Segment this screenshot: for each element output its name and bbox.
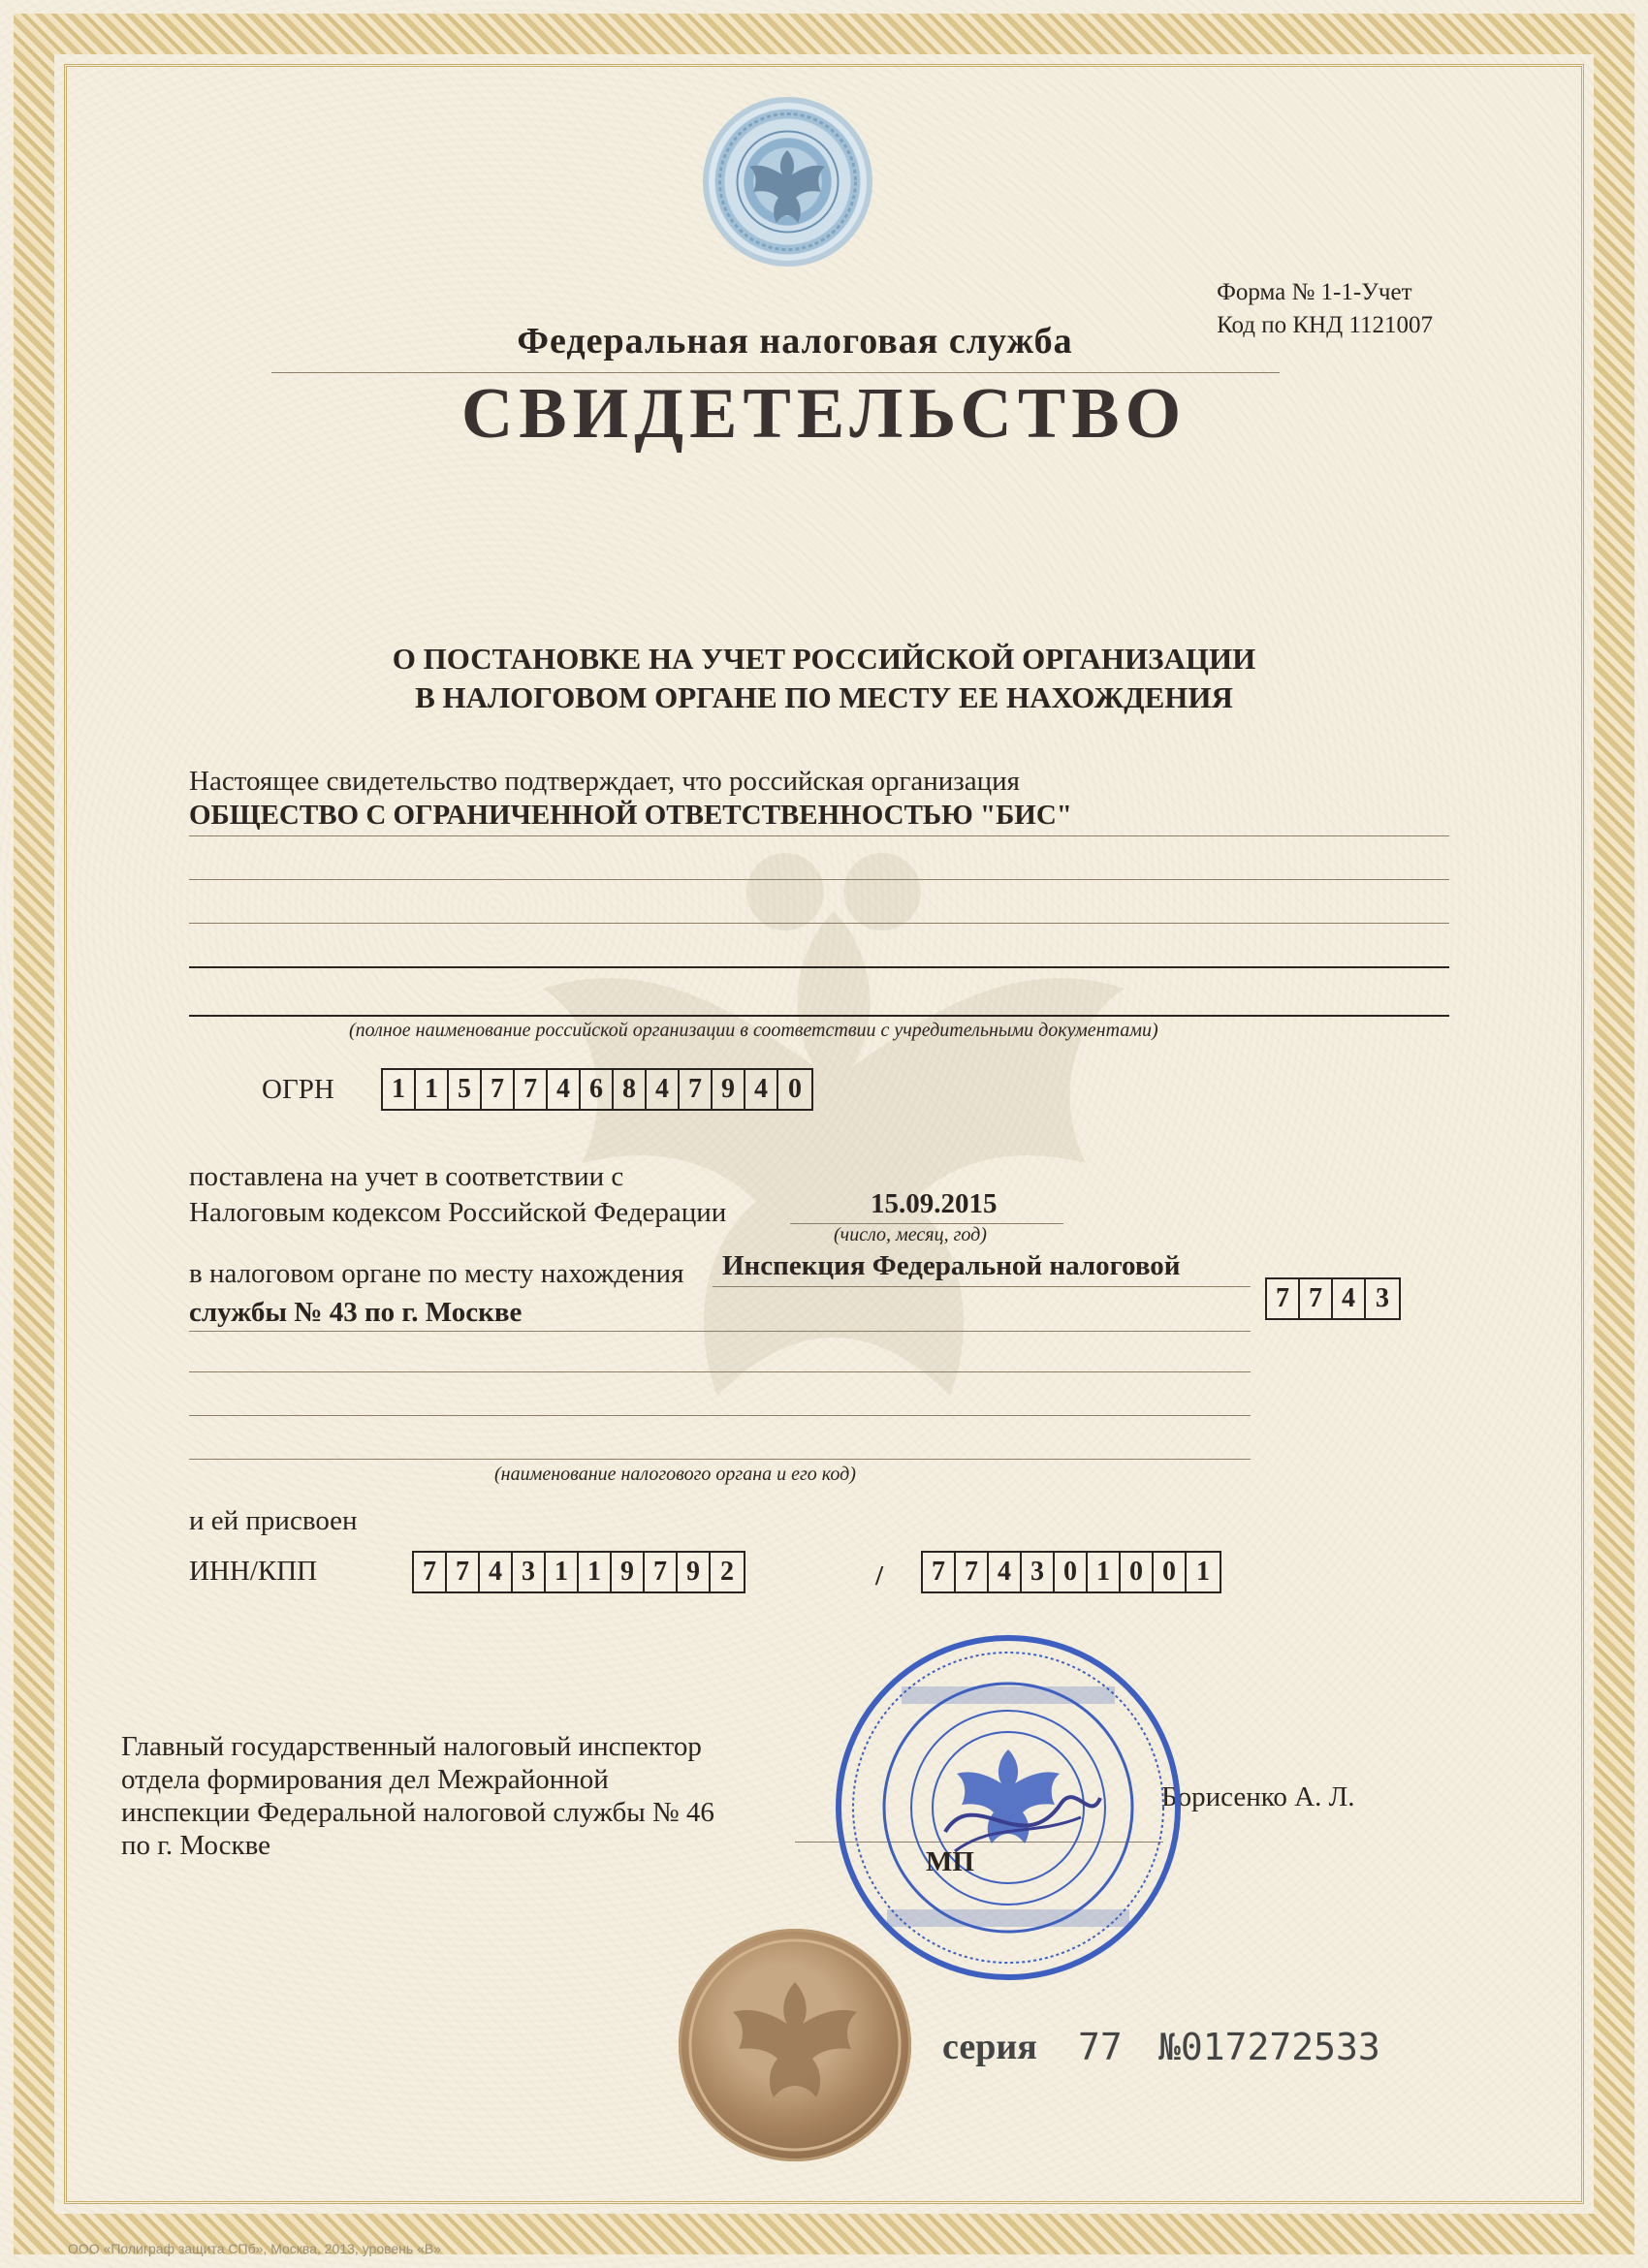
kpp-digit: 0: [1055, 1553, 1088, 1591]
authority-underline-1: [713, 1286, 1251, 1287]
org-line-3: [189, 923, 1449, 924]
series-label: серия: [942, 2027, 1037, 2067]
inn-kpp-label: ИНН/КПП: [189, 1556, 318, 1587]
position-line-3: инспекции Федеральной налоговой службы № 46: [121, 1797, 714, 1828]
kpp-digit: 1: [1196, 1557, 1210, 1587]
inn-digit-boxes: [412, 1551, 745, 1593]
registration-date: 15.09.2015: [871, 1188, 998, 1219]
ogrn-digit: 9: [713, 1070, 745, 1109]
ogrn-digit: 7: [515, 1070, 548, 1109]
org-line-4: [189, 966, 1449, 968]
authority-code-digit: 4: [1333, 1279, 1366, 1318]
authority-code-boxes: [1265, 1277, 1401, 1320]
position-line-2: отдела формирования дел Межрайонной: [121, 1764, 609, 1795]
kpp-digit: 3: [1022, 1553, 1055, 1591]
position-line-4: по г. Москве: [121, 1830, 271, 1861]
ogrn-digit: 7: [482, 1070, 515, 1109]
organization-name: ОБЩЕСТВО С ОГРАНИЧЕННОЙ ОТВЕТСТВЕННОСТЬЮ "БИС": [189, 800, 1072, 831]
subtitle-line-1: О ПОСТАНОВКЕ НА УЧЕТ РОССИЙСКОЙ ОРГАНИЗАЦИИ: [392, 642, 1256, 676]
authority-code-digit: 3: [1376, 1283, 1389, 1313]
signatory-position: [121, 1730, 714, 1862]
inn-digit: 9: [678, 1553, 711, 1591]
authority-line-4: [189, 1415, 1251, 1416]
authority-underline-2: [189, 1331, 1251, 1332]
kpp-digit: 7: [956, 1553, 989, 1591]
inn-digit: 2: [720, 1557, 734, 1587]
mp-mark: МП: [926, 1846, 974, 1877]
ogrn-digit: 1: [383, 1070, 416, 1109]
authority-line-5: [189, 1459, 1251, 1460]
printer-imprint: ООО «Полиграф защита СПб», Москва, 2013, уровень «В»: [68, 2241, 441, 2256]
form-code-block: [1217, 276, 1433, 342]
ogrn-digit: 4: [548, 1070, 581, 1109]
inn-digit: 1: [546, 1553, 579, 1591]
knd-code: Код по КНД 1121007: [1217, 312, 1433, 338]
ogrn-digit: 4: [647, 1070, 680, 1109]
authority-intro: в налоговом органе по месту нахождения: [189, 1258, 684, 1289]
ogrn-digit: 7: [680, 1070, 713, 1109]
ogrn-digit-boxes: [381, 1068, 813, 1111]
authority-code-digit: 7: [1300, 1279, 1333, 1318]
inn-digit: 3: [513, 1553, 546, 1591]
date-caption: (число, месяц, год): [834, 1224, 987, 1245]
certificate-number: №017272533: [1158, 2026, 1380, 2068]
kpp-digit: 7: [923, 1553, 956, 1591]
org-line-1: [189, 835, 1449, 836]
position-line-1: Главный государственный налоговый инспектор: [121, 1731, 702, 1762]
document-title: СВИДЕТЕЛЬСТВО: [460, 374, 1188, 454]
ogrn-digit: 5: [449, 1070, 482, 1109]
ogrn-digit: 8: [614, 1070, 647, 1109]
document-subtitle: [291, 640, 1357, 717]
series-value: 77: [1078, 2026, 1123, 2068]
authority-caption: (наименование налогового органа и его код): [494, 1464, 856, 1485]
inn-kpp-separator: /: [875, 1560, 884, 1591]
assignment-intro: и ей присвоен: [189, 1505, 358, 1536]
inn-digit: 9: [612, 1553, 645, 1591]
ogrn-digit: 0: [788, 1074, 802, 1104]
inn-digit: 4: [480, 1553, 513, 1591]
authority-name-part1: Инспекция Федеральной налоговой: [722, 1250, 1181, 1281]
kpp-digit: 0: [1154, 1553, 1187, 1591]
registration-line-2: Налоговым кодексом Российской Федерации: [189, 1197, 727, 1228]
ogrn-digit: 6: [581, 1070, 614, 1109]
inn-digit: 7: [645, 1553, 678, 1591]
inn-digit: 7: [447, 1553, 480, 1591]
authority-name-part2: службы № 43 по г. Москве: [189, 1297, 523, 1328]
ogrn-label: ОГРН: [262, 1074, 334, 1105]
form-number: Форма № 1-1-Учет: [1217, 279, 1412, 305]
signatory-name: Борисенко А. Л.: [1161, 1781, 1355, 1812]
kpp-digit: 1: [1088, 1553, 1121, 1591]
authority-line-3: [189, 1371, 1251, 1372]
inn-digit: 1: [579, 1553, 612, 1591]
gold-seal: [679, 1929, 911, 2161]
subtitle-line-2: В НАЛОГОВОМ ОРГАНЕ ПО МЕСТУ ЕЕ НАХОЖДЕНИЯ: [415, 680, 1233, 714]
ogrn-digit: 4: [745, 1070, 778, 1109]
kpp-digit: 0: [1121, 1553, 1154, 1591]
org-line-2: [189, 879, 1449, 880]
ogrn-digit: 1: [416, 1070, 449, 1109]
agency-name: Федеральная налоговая служба: [517, 321, 1073, 362]
kpp-digit-boxes: [921, 1551, 1221, 1593]
org-line-5: [189, 1015, 1449, 1017]
hologram-emblem: [703, 97, 872, 267]
registration-line-1: поставлена на учет в соответствии с: [189, 1161, 624, 1192]
inn-digit: 7: [414, 1553, 447, 1591]
kpp-digit: 4: [989, 1553, 1022, 1591]
organization-intro: Настоящее свидетельство подтверждает, что российская организация: [189, 766, 1020, 797]
authority-code-digit: 7: [1267, 1279, 1300, 1318]
organization-caption: (полное наименование российской организации в соответствии с учредительными документами): [349, 1020, 1158, 1041]
